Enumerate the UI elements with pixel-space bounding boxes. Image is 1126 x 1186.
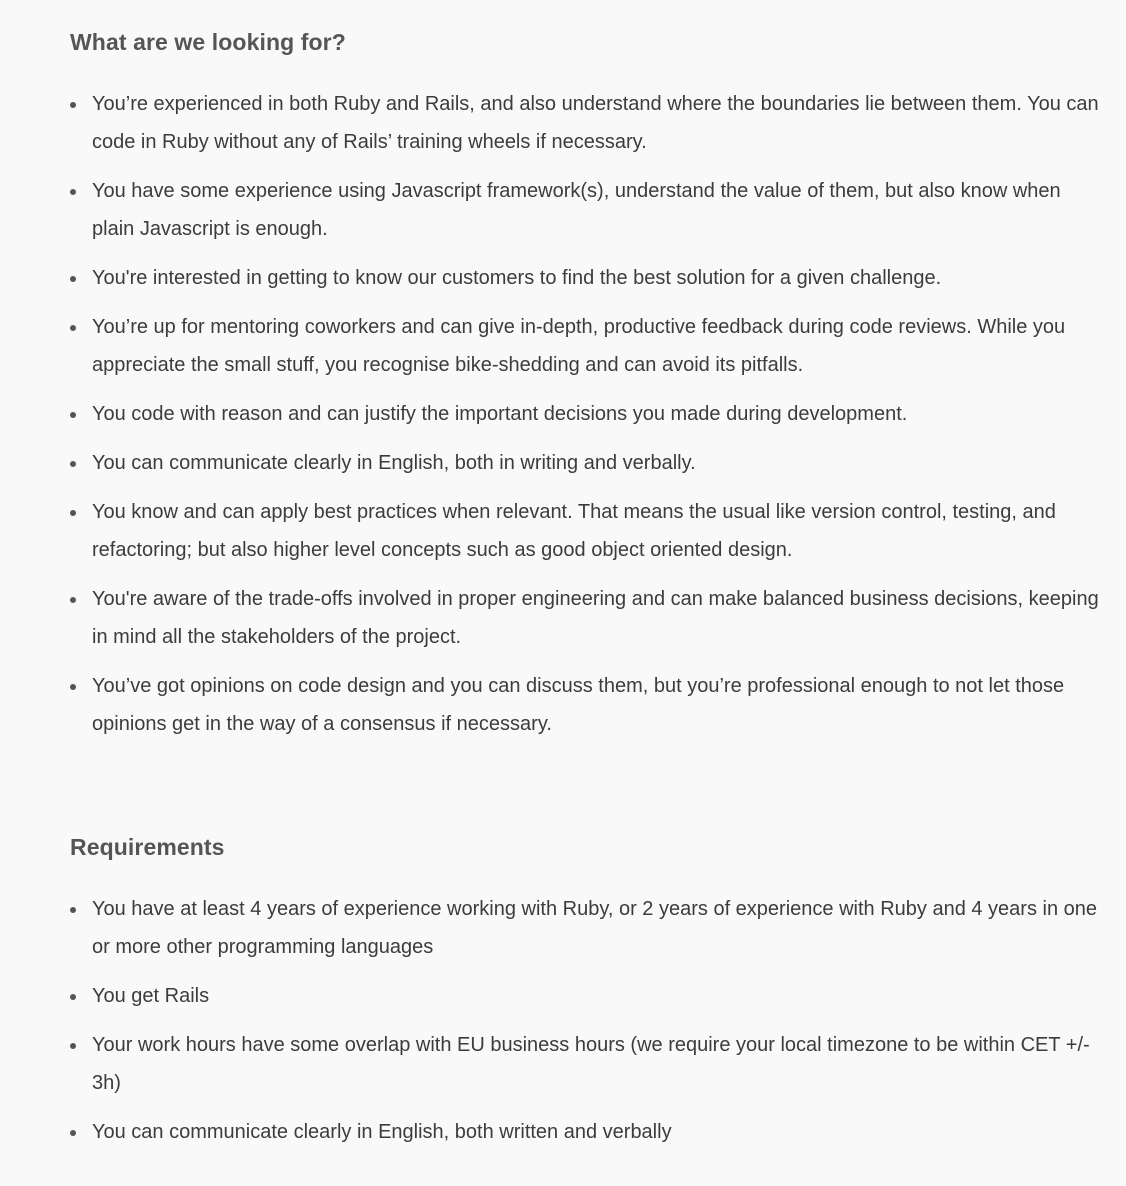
list-item: You have at least 4 years of experience working with Ruby, or 2 years of experience with Ruby and 4 years in one or more other programming languages (70, 890, 1100, 966)
list-item: You’re experienced in both Ruby and Rails, and also understand where the boundaries lie between them. You can code in Ruby without any of Rails’ training wheels if necessary. (70, 85, 1100, 161)
list-item: You can communicate clearly in English, both in writing and verbally. (70, 444, 1100, 482)
looking-for-section (70, 26, 1100, 754)
list-item: You get Rails (70, 977, 1100, 1015)
bullet-icon (70, 597, 76, 603)
looking-for-heading: What are we looking for? (70, 29, 346, 55)
bullet-icon (70, 102, 76, 108)
bullet-icon (70, 510, 76, 516)
list-item: You can communicate clearly in English, both written and verbally (70, 1113, 1100, 1151)
requirements-section (70, 831, 1100, 1162)
list-item: You're aware of the trade-offs involved in proper engineering and can make balanced business decisions, keeping in mind all the stakeholders of the project. (70, 580, 1100, 656)
list-item: You have some experience using Javascript framework(s), understand the value of them, but also know when plain Javascript is enough. (70, 172, 1100, 248)
bullet-icon (70, 1043, 76, 1049)
list-item: You’re up for mentoring coworkers and can give in-depth, productive feedback during code reviews. While you appreciate the small stuff, you recognise bike-shedding and can avoid its pitfalls. (70, 308, 1100, 384)
bullet-icon (70, 276, 76, 282)
bullet-icon (70, 684, 76, 690)
bullet-icon (70, 907, 76, 913)
looking-for-list (70, 85, 1100, 743)
bullet-icon (70, 461, 76, 467)
requirements-heading: Requirements (70, 834, 225, 860)
list-item: You’ve got opinions on code design and you can discuss them, but you’re professional enough to not let those opinions get in the way of a consensus if necessary. (70, 667, 1100, 743)
list-item: You're interested in getting to know our customers to find the best solution for a given challenge. (70, 259, 1100, 297)
list-item: You know and can apply best practices when relevant. That means the usual like version control, testing, and refactoring; but also higher level concepts such as good object oriented design. (70, 493, 1100, 569)
bullet-icon (70, 189, 76, 195)
bullet-icon (70, 325, 76, 331)
bullet-icon (70, 1130, 76, 1136)
requirements-list (70, 890, 1100, 1151)
list-item: Your work hours have some overlap with EU business hours (we require your local timezone to be within CET +/- 3h) (70, 1026, 1100, 1102)
bullet-icon (70, 412, 76, 418)
list-item: You code with reason and can justify the important decisions you made during development. (70, 395, 1100, 433)
bullet-icon (70, 994, 76, 1000)
